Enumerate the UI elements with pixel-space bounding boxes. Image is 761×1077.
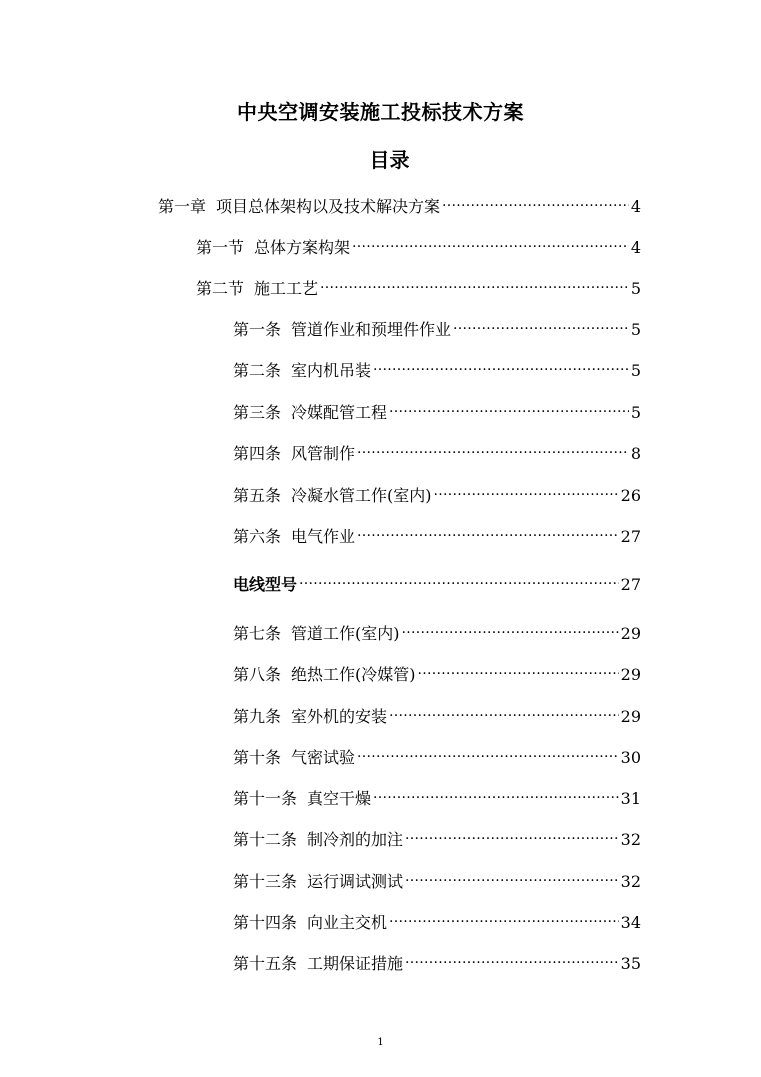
toc-entry-title: 真空干燥 [307,789,372,808]
toc-entry-title: 冷凝水管工作(室内) [291,486,432,505]
toc-entry-title: 电线型号 [233,575,298,594]
toc-entry-number: 第四条 [233,444,282,463]
toc-dot-leader [389,698,619,722]
toc-entry-title: 管道工作(室内) [291,624,400,643]
toc-entry-title: 室内机吊装 [291,361,372,380]
toc-entry-page: 29 [620,707,641,726]
toc-entry-page: 8 [630,444,641,463]
toc-entry-article-2[interactable] [233,352,641,380]
toc-entry-number: 第十四条 [233,913,298,932]
toc-entry-page: 5 [630,279,641,298]
toc-dot-leader [389,394,629,418]
toc-entry-article-1[interactable] [233,311,641,339]
toc-entry-title: 总体方案构架 [254,238,351,257]
toc-entry-title: 施工工艺 [254,279,319,298]
toc-entry-page: 32 [620,872,641,891]
toc-entry-page: 34 [620,913,641,932]
toc-dot-leader [320,270,629,294]
toc-entry-article-3[interactable] [233,394,641,422]
toc-dot-leader [299,566,619,590]
toc-entry-article-14[interactable] [233,904,641,932]
toc-entry-number: 第十二条 [233,830,298,849]
toc-entry-page: 29 [620,665,641,684]
toc-entry-title: 冷媒配管工程 [291,403,388,422]
toc-entry-section-1[interactable] [196,229,641,257]
toc-entry-number: 第一节 [196,238,245,257]
toc-entry-number: 第一条 [233,320,282,339]
toc-entry-title: 气密试验 [291,748,356,767]
toc-entry-number: 第十一条 [233,789,298,808]
toc-entry-number: 第三条 [233,403,282,422]
toc-entry-title: 向业主交机 [307,913,388,932]
toc-dot-leader [402,615,619,639]
toc-entry-title: 风管制作 [291,444,356,463]
toc-dot-leader [357,518,619,542]
toc-heading: 目录 [369,148,410,172]
toc-entry-number: 第十三条 [233,872,298,891]
toc-entry-number: 第七条 [233,624,282,643]
toc-entry-number: 第十五条 [233,954,298,973]
toc-entry-article-9[interactable] [233,698,641,726]
toc-entry-number: 第二条 [233,361,282,380]
toc-entry-title: 室外机的安装 [291,707,388,726]
toc-dot-leader [434,477,619,501]
toc-entry-number: 第九条 [233,707,282,726]
toc-dot-leader [357,435,629,459]
toc-entry-title: 运行调试测试 [307,872,404,891]
toc-entry-article-8[interactable] [233,656,641,684]
toc-dot-leader [405,821,619,845]
toc-entry-page: 27 [620,527,641,546]
toc-entry-page: 32 [620,830,641,849]
toc-entry-article-10[interactable] [233,739,641,767]
toc-dot-leader [418,656,619,680]
toc-entry-article-6[interactable] [233,518,641,546]
toc-entry-section-2[interactable] [196,270,641,298]
toc-dot-leader [352,229,629,253]
toc-entry-page: 4 [630,238,641,257]
toc-entry-page: 30 [620,748,641,767]
toc-entry-wire-type[interactable] [233,566,641,594]
toc-entry-article-7[interactable] [233,615,641,643]
toc-dot-leader [405,945,619,969]
toc-entry-title: 项目总体架构以及技术解决方案 [216,197,441,216]
page-number: 1 [377,1037,384,1048]
toc-entry-article-12[interactable] [233,821,641,849]
toc-entry-page: 29 [620,624,641,643]
toc-entry-title: 绝热工作(冷媒管) [291,665,416,684]
toc-dot-leader [442,188,629,212]
document-title: 中央空调安装施工投标技术方案 [237,100,524,124]
toc-dot-leader [373,352,629,376]
toc-entry-page: 5 [630,320,641,339]
toc-entry-article-11[interactable] [233,780,641,808]
toc-dot-leader [373,780,619,804]
toc-entry-number: 第五条 [233,486,282,505]
toc-dot-leader [389,904,619,928]
toc-entry-number: 第一章 [158,197,207,216]
toc-entry-page: 5 [630,361,641,380]
toc-entry-title: 制冷剂的加注 [307,830,404,849]
toc-entry-number: 第八条 [233,665,282,684]
toc-entry-page: 35 [620,954,641,973]
toc-entry-article-5[interactable] [233,477,641,505]
toc-entry-number: 第十条 [233,748,282,767]
toc-dot-leader [453,311,629,335]
toc-entry-page: 4 [630,197,641,216]
toc-entry-page: 5 [630,403,641,422]
toc-dot-leader [357,739,619,763]
toc-entry-title: 管道作业和预埋件作业 [291,320,452,339]
toc-entry-article-15[interactable] [233,945,641,973]
toc-entry-page: 31 [620,789,641,808]
toc-entry-article-4[interactable] [233,435,641,463]
toc-entry-title: 电气作业 [291,527,356,546]
toc-entry-article-13[interactable] [233,863,641,891]
toc-entry-chapter-1[interactable] [158,188,641,216]
toc-entry-page: 26 [620,486,641,505]
toc-entry-number: 第二节 [196,279,245,298]
toc-dot-leader [405,863,619,887]
toc-entry-title: 工期保证措施 [307,954,404,973]
toc-entry-page: 27 [620,575,641,594]
toc-entry-number: 第六条 [233,527,282,546]
